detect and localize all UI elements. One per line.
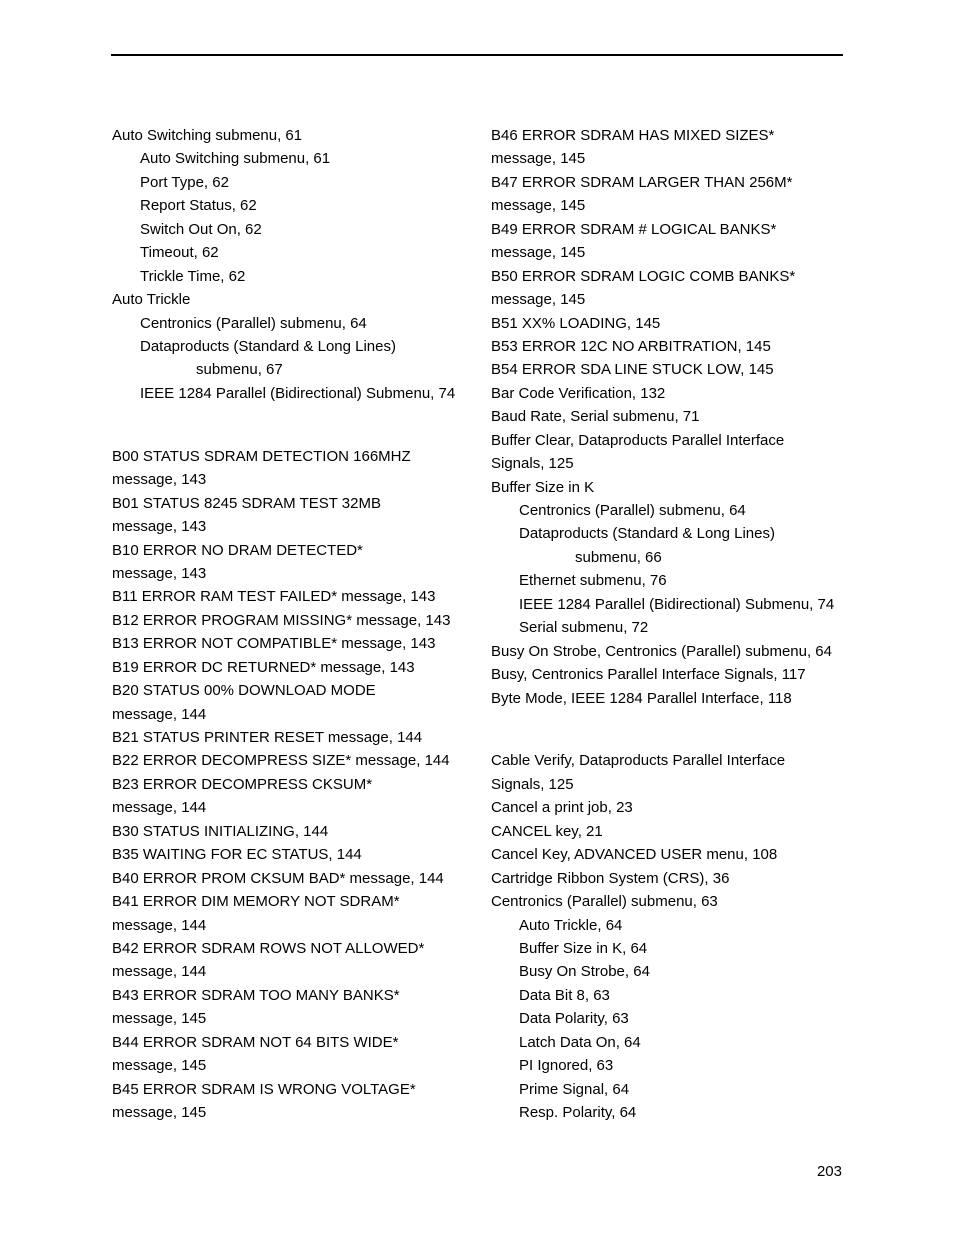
index-entry: B46 ERROR SDRAM HAS MIXED SIZES* bbox=[491, 127, 775, 144]
index-subentry: Ethernet submenu, 76 bbox=[519, 572, 667, 590]
index-entry: message, 144 bbox=[112, 963, 207, 981]
index-entry: B01 STATUS 8245 SDRAM TEST 32MB bbox=[112, 494, 381, 512]
index-entry: B21 STATUS PRINTER RESET message, 144 bbox=[112, 729, 423, 746]
section-gap bbox=[112, 405, 472, 445]
index-entry: B41 ERROR DIM MEMORY NOT SDRAM* bbox=[112, 893, 400, 911]
index-entry: B51 XX% LOADING, 145 bbox=[491, 314, 661, 332]
index-entry: message, 144 bbox=[112, 916, 207, 934]
index-entry: message, 143 bbox=[112, 564, 207, 582]
index-entry: Busy On Strobe, Centronics (Parallel) submenu, 64 bbox=[491, 642, 832, 660]
index-entry: Cable Verify, Dataproducts Parallel Interface bbox=[491, 752, 786, 770]
index-subentry: Serial submenu, 72 bbox=[519, 619, 649, 637]
index-subentry: Timeout, 62 bbox=[140, 244, 219, 262]
index-entry: message, 145 bbox=[491, 244, 586, 262]
index-column-right bbox=[491, 124, 851, 1124]
index-entry: message, 145 bbox=[112, 1104, 207, 1121]
index-subentry: Resp. Polarity, 64 bbox=[519, 1104, 637, 1121]
index-entry: B10 ERROR NO DRAM DETECTED* bbox=[112, 541, 363, 559]
index-subentry: Dataproducts (Standard & Long Lines) bbox=[140, 337, 396, 355]
index-entry: B11 ERROR RAM TEST FAILED* message, 143 bbox=[112, 588, 436, 606]
index-subentry: Centronics (Parallel) submenu, 64 bbox=[519, 502, 746, 519]
index-entry: B50 ERROR SDRAM LOGIC COMB BANKS* bbox=[491, 267, 796, 285]
index-entry: CANCEL key, 21 bbox=[491, 822, 603, 840]
index-entry: Centronics (Parallel) submenu, 63 bbox=[491, 893, 718, 911]
index-entry: Auto Switching submenu, 61 bbox=[112, 127, 303, 144]
index-entry: B20 STATUS 00% DOWNLOAD MODE bbox=[112, 682, 376, 700]
index-entry: Signals, 125 bbox=[491, 775, 574, 793]
index-entry: B45 ERROR SDRAM IS WRONG VOLTAGE* bbox=[112, 1080, 416, 1098]
index-column-left bbox=[112, 124, 472, 1124]
section-gap bbox=[491, 710, 851, 750]
index-entry: message, 144 bbox=[112, 799, 207, 817]
index-entry: B22 ERROR DECOMPRESS SIZE* message, 144 bbox=[112, 752, 450, 770]
index-subentry: Dataproducts (Standard & Long Lines) bbox=[519, 525, 775, 543]
index-entry: message, 145 bbox=[112, 1010, 207, 1028]
index-entry: Busy, Centronics Parallel Interface Signals, 117 bbox=[491, 666, 806, 684]
index-entry: B00 STATUS SDRAM DETECTION 166MHZ bbox=[112, 447, 411, 465]
index-entry: Cancel a print job, 23 bbox=[491, 799, 633, 817]
index-entry: Bar Code Verification, 132 bbox=[491, 384, 666, 402]
index-subentry: IEEE 1284 Parallel (Bidirectional) Submenu, 74 bbox=[140, 384, 456, 402]
index-entry: B30 STATUS INITIALIZING, 144 bbox=[112, 822, 329, 840]
index-entry: Cancel Key, ADVANCED USER menu, 108 bbox=[491, 846, 778, 864]
index-subentry: Buffer Size in K, 64 bbox=[519, 939, 648, 957]
index-entry: Buffer Clear, Dataproducts Parallel Interface bbox=[491, 431, 785, 449]
index-subentry: Report Status, 62 bbox=[140, 197, 257, 215]
index-subentry: Switch Out On, 62 bbox=[140, 220, 262, 238]
index-subentry: submenu, 67 bbox=[196, 361, 283, 379]
index-entry: Byte Mode, IEEE 1284 Parallel Interface, 118 bbox=[491, 689, 792, 707]
index-subentry: Latch Data On, 64 bbox=[519, 1033, 641, 1051]
index-subentry: Busy On Strobe, 64 bbox=[519, 963, 650, 981]
index-entry: message, 145 bbox=[491, 291, 586, 309]
index-entry: message, 143 bbox=[112, 518, 207, 536]
index-subentry: PI Ignored, 63 bbox=[519, 1057, 614, 1075]
index-subentry: Centronics (Parallel) submenu, 64 bbox=[140, 314, 367, 332]
index-subentry: Auto Trickle, 64 bbox=[519, 916, 623, 934]
index-entry: B49 ERROR SDRAM # LOGICAL BANKS* bbox=[491, 220, 777, 238]
index-subentry: Prime Signal, 64 bbox=[519, 1080, 630, 1098]
index-subentry: Port Type, 62 bbox=[140, 173, 229, 191]
index-entry: B35 WAITING FOR EC STATUS, 144 bbox=[112, 846, 362, 864]
index-entry: Auto Trickle bbox=[112, 291, 191, 309]
index-subentry: submenu, 66 bbox=[575, 548, 662, 566]
index-entry: message, 143 bbox=[112, 471, 207, 489]
index-entry: Signals, 125 bbox=[491, 455, 574, 473]
index-subentry: Data Polarity, 63 bbox=[519, 1010, 629, 1028]
index-entry: B12 ERROR PROGRAM MISSING* message, 143 bbox=[112, 611, 451, 629]
index-entry: B43 ERROR SDRAM TOO MANY BANKS* bbox=[112, 986, 400, 1004]
index-entry: B19 ERROR DC RETURNED* message, 143 bbox=[112, 658, 415, 676]
index-entry: B23 ERROR DECOMPRESS CKSUM* bbox=[112, 775, 373, 793]
index-entry: B13 ERROR NOT COMPATIBLE* message, 143 bbox=[112, 635, 436, 653]
index-entry: message, 145 bbox=[491, 150, 586, 168]
index-entry: B47 ERROR SDRAM LARGER THAN 256M* bbox=[491, 173, 793, 191]
index-entry: B42 ERROR SDRAM ROWS NOT ALLOWED* bbox=[112, 939, 425, 957]
index-entry: Baud Rate, Serial submenu, 71 bbox=[491, 408, 700, 426]
index-entry: B53 ERROR 12C NO ARBITRATION, 145 bbox=[491, 337, 771, 355]
index-entry: Buffer Size in K bbox=[491, 478, 595, 496]
header-rule bbox=[111, 54, 843, 56]
index-subentry: IEEE 1284 Parallel (Bidirectional) Submenu, 74 bbox=[519, 595, 835, 613]
page-number: 203 bbox=[816, 1163, 842, 1180]
index-entry: B40 ERROR PROM CKSUM BAD* message, 144 bbox=[112, 869, 444, 887]
index-entry: message, 144 bbox=[112, 705, 207, 723]
index-entry: message, 145 bbox=[491, 197, 586, 215]
index-entry: B44 ERROR SDRAM NOT 64 BITS WIDE* bbox=[112, 1033, 399, 1051]
index-entry: Cartridge Ribbon System (CRS), 36 bbox=[491, 869, 730, 887]
index-subentry: Auto Switching submenu, 61 bbox=[140, 150, 331, 168]
index-entry: B54 ERROR SDA LINE STUCK LOW, 145 bbox=[491, 361, 774, 379]
index-entry: message, 145 bbox=[112, 1057, 207, 1075]
index-subentry: Trickle Time, 62 bbox=[140, 267, 246, 285]
index-subentry: Data Bit 8, 63 bbox=[519, 986, 610, 1004]
